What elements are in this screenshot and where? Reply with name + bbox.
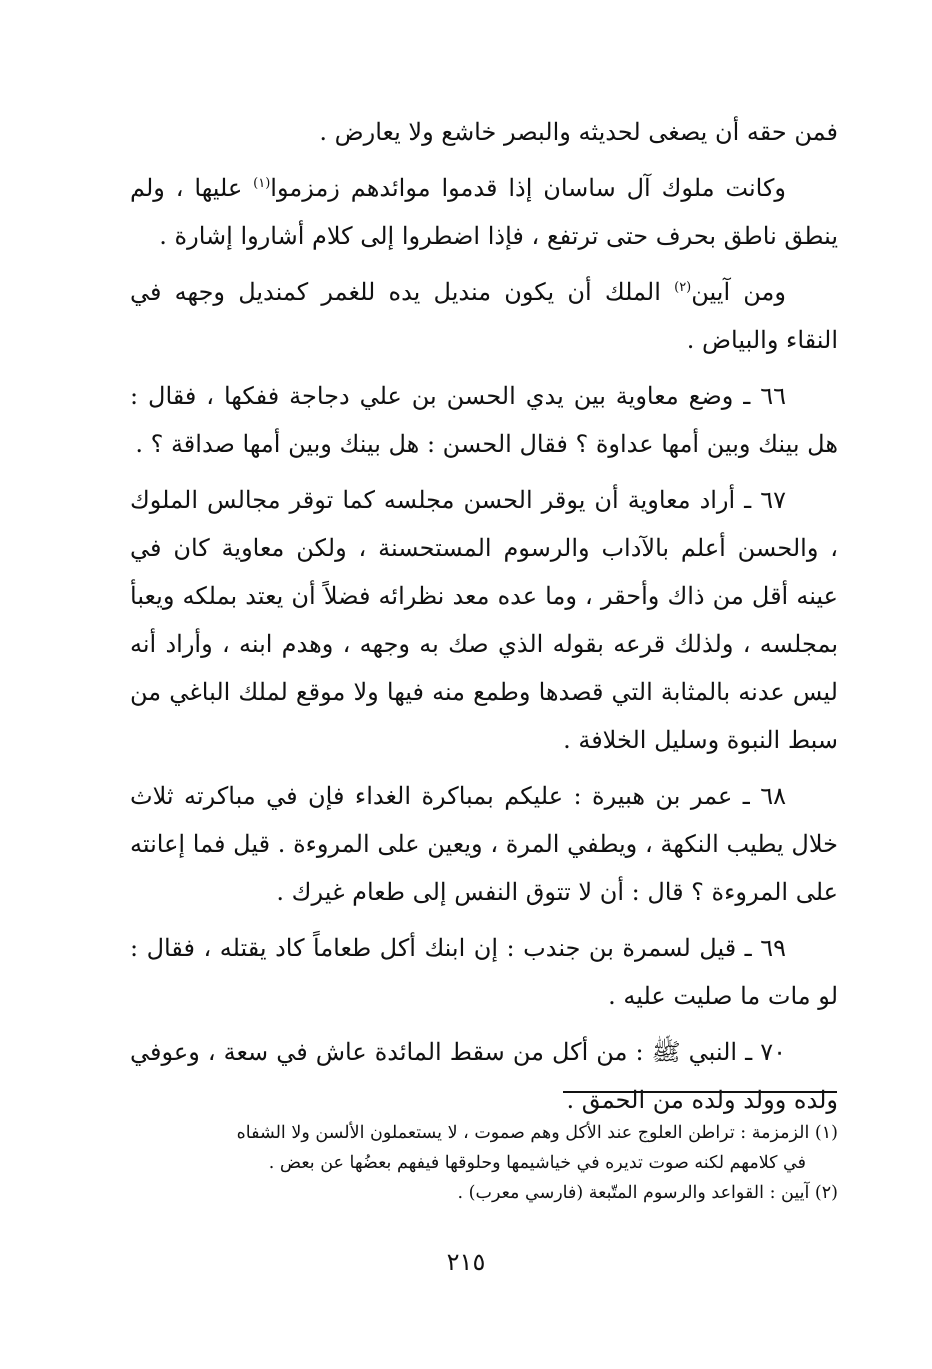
paragraph: [130, 924, 838, 1020]
paragraph: [130, 164, 838, 260]
page-number: ٢١٥: [446, 1248, 486, 1276]
paragraph: [130, 108, 838, 156]
paragraph-text: ومن آيين: [691, 278, 787, 306]
paragraph: [130, 372, 838, 468]
paragraph: [130, 1028, 838, 1124]
footnote-text: (٢) آيين : القواعد والرسوم المتّبعة (فارسي معرب) .: [457, 1183, 838, 1203]
footnotes: [130, 1118, 838, 1208]
paragraph-text: وكانت ملوك آل ساسان إذا قدموا موائدهم زمزموا: [270, 174, 787, 202]
paragraph: [130, 268, 838, 364]
paragraph-text: ٦٧ ـ أراد معاوية أن يوقر الحسن مجلسه كما توقر مجالس الملوك ، والحسن أعلم بالآداب والرسوم المستحسنة ، ولكن معاوية كان في عينه أقل من ذاك وأحقر ، وما عده معد نظرائه فضلاً أن يعتد بملكه ويعبأ بمجلسه ، ولذلك قرعه بقوله الذي صك به وجهه ، وهدم ابنه ، وأراد أنه ليس عدنه بالمثابة التي قصدها وطمع منه فيها ولا موقع لملك الباغي من سبط النبوة وسليل الخلافة .: [130, 486, 838, 754]
main-text: [130, 108, 838, 1132]
paragraph-text: الملك أن يكون منديل يده للغمر كمنديل وجهه في النقاء والبياض .: [130, 278, 838, 354]
footnote: [130, 1118, 838, 1148]
paragraph-text: ٧٠ ـ النبي ﷺ : من أكل من سقط المائدة عاش في سعة ، وعوفي ولده وولد ولده من الحمق .: [130, 1038, 838, 1114]
paragraph-text: ٦٦ ـ وضع معاوية بين يدي الحسن بن علي دجاجة ففكها ، فقال : هل بينك وبين أمها عداوة ؟ فقال الحسن : هل بينك وبين أمها صداقة ؟ .: [130, 382, 838, 458]
paragraph-text: فمن حقه أن يصغى لحديثه والبصر خاشع ولا يعارض .: [319, 118, 838, 146]
footnote-text: في كلامهم لكنه صوت تديره في خياشيمها وحلوقها فيفهم بعضُها عن بعض .: [268, 1153, 806, 1173]
footnote-separator: [563, 1091, 837, 1093]
footnote-text: (١) الزمزمة : تراطن العلوج عند الأكل وهم صموت ، لا يستعملون الألسن ولا الشفاه: [236, 1123, 838, 1143]
footnote-ref: (٢): [674, 280, 692, 295]
footnote-ref: (١): [253, 176, 271, 191]
paragraph-text: عليها ، ولم ينطق ناطق بحرف حتى ترتفع ، فإذا اضطروا إلى كلام أشاروا إشارة .: [130, 174, 838, 250]
paragraph: [130, 772, 838, 916]
paragraph: [130, 476, 838, 764]
paragraph-text: ٦٨ ـ عمر بن هبيرة : عليكم بمباكرة الغداء فإن في مباكرته ثلاث خلال يطيب النكهة ، ويطفي المرة ، ويعين على المروءة . قيل فما إعانته على المروءة ؟ قال : أن لا تتوق النفس إلى طعام غيرك .: [130, 782, 838, 906]
footnote-continuation: [130, 1148, 838, 1178]
footnote: [130, 1178, 838, 1208]
paragraph-text: ٦٩ ـ قيل لسمرة بن جندب : إن ابنك أكل طعاماً كاد يقتله ، فقال : لو مات ما صليت عليه .: [130, 934, 838, 1010]
